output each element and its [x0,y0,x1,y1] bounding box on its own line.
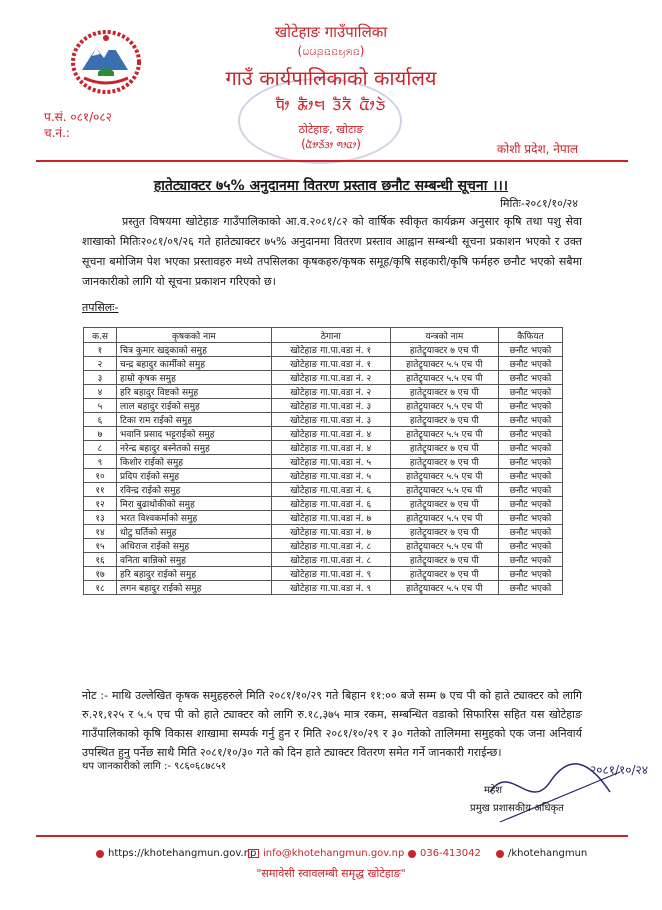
table-row [84,357,563,371]
cell-farmer-name: लगन बहादुर राईको समुह [117,581,272,595]
cell-farmer-name: प्रदिप राईको समुह [117,469,272,483]
footer-facebook[interactable] [496,848,587,859]
note-paragraph: नोट :- माथि उल्लेखित कृषक समुहहरुले मिति २०८१/१०/२९ गते बिहान ११:०० बजे सम्म ७ एच पी को हाते ट्याक्टर को लागि रु.२१,१२५ र ५.५ एच पी को हाते ट्याक्टर को लागि रु.१८,३७५ मात्र रकम, सम्बन्धित वडाको सिफारिस सहित यस खोटेहाङ गाउँपालिकाको कृषि विकास शाखामा सम्पर्क गर्नु हुन र मिति २०८१/१०/२९ र ३० गतेको तालिममा समुहको एक जना अनिवार्य उपस्थित हुनु पर्नेछ साथै मिति २०८१/१०/३० गते को दिन हाते ट्याक्टर वितरण समेत गर्ने जानकारी गराईन्छ। [82,689,582,759]
globe-icon [96,850,104,858]
cell-sn: ५ [84,399,117,413]
cell-address: खोटेहाङ गा.पा.वडा नं. २ [271,385,390,399]
cell-farmer-name: टिका राम राईको समुह [117,413,272,427]
cell-sn: १६ [84,553,117,567]
table-row [84,525,563,539]
cell-remarks: छनौट भएको [498,511,562,525]
envelope-icon [248,849,259,858]
cell-remarks: छनौट भएको [498,371,562,385]
cell-farmer-name: धोटु घर्तिको समुह [117,525,272,539]
cell-sn: १ [84,343,117,357]
selected-groups-table [83,327,563,595]
footer-rule [36,835,628,837]
footer-phone-text: 036-413042 [420,848,481,859]
notice-title: हातेट्याक्टर ७५% अनुदानमा वितरण प्रस्ताव छनौट सम्बन्धी सूचना ।।। [153,178,509,194]
header-sn: क.स [84,328,117,343]
cell-remarks: छनौट भएको [498,385,562,399]
footer-facebook-text: /khotehangmun [508,848,588,859]
table-row [84,413,563,427]
cell-address: खोटेहाङ गा.पा.वडा नं. १ [271,343,390,357]
table-row [84,511,563,525]
cell-address: खोटेहाङ गा.पा.वडा नं. ८ [271,539,390,553]
cell-remarks: छनौट भएको [498,413,562,427]
table-row [84,553,563,567]
cell-address: खोटेहाङ गा.पा.वडा नं. ८ [271,553,390,567]
office-name-line1: खोटेहाङ गाउँपालिका [274,23,388,41]
cell-farmer-name: भरत विश्वकर्माको समुह [117,511,272,525]
cell-equipment: हातेट्र्याक्टर ५.५ एच पी [390,399,498,413]
cell-sn: २ [84,357,117,371]
cell-address: खोटेहाङ गा.पा.वडा नं. ३ [271,399,390,413]
footer-email-text: info@khotehangmun.gov.np [263,848,405,859]
cell-address: खोटेहाङ गा.पा.वडा नं. ६ [271,483,390,497]
details-label: तपसिलः- [82,301,119,314]
footer-email[interactable] [248,848,404,859]
province-label: कोशी प्रदेश, नेपाल [496,142,578,156]
cell-equipment: हातेट्र्याक्टर ५.५ एच पी [390,581,498,595]
cell-farmer-name: अधिराज राईको समुह [117,539,272,553]
header-rule [36,160,628,162]
cell-address: खोटेहाङ गा.पा.वडा नं. २ [271,371,390,385]
signatory-title: प्रमुख प्रशासकीय अधिकृत [470,803,564,814]
cell-remarks: छनौट भएको [498,567,562,581]
table-row [84,469,563,483]
cell-farmer-name: रविन्द्र राईको समुह [117,483,272,497]
table-row [84,399,563,413]
cell-farmer-name: नरेन्द्र बहादुर बस्नेतको समुह [117,441,272,455]
office-name-line3: गाउँ कार्यपालिकाको कार्यालय [225,66,437,90]
contact-number: थप जानकारीको लागि :- ९८६०६८७८५१ [82,761,227,772]
notice-date: मितिः-२०८१/१०/२४ [500,197,578,210]
office-stamp [238,78,402,164]
cell-remarks: छनौट भएको [498,483,562,497]
facebook-icon [496,850,504,858]
cell-equipment: हातेट्र्याक्टर ५.५ एच पी [390,371,498,385]
cell-sn: ७ [84,427,117,441]
cell-equipment: हातेट्र्याक्टर ५.५ एच पी [390,357,498,371]
cell-remarks: छनौट भएको [498,539,562,553]
cell-remarks: छनौट भएको [498,399,562,413]
cell-remarks: छनौट भएको [498,455,562,469]
table-header-row [84,328,563,343]
cell-equipment: हातेट्र्याक्टर ५.५ एच पी [390,469,498,483]
cell-equipment: हातेट्र्याक्टर ७ एच पी [390,343,498,357]
cell-remarks: छनौट भएको [498,525,562,539]
footer-phone[interactable] [408,848,481,859]
cell-address: खोटेहाङ गा.पा.वडा नं. ३ [271,413,390,427]
cell-farmer-name: हरि बहादुर विष्टको समुह [117,385,272,399]
office-name-line4: ᤄᤥ ᤊᤠᤣᤗ ᤋᤠᤖᤠ ᤂᤥᤍᤧ [275,93,387,115]
phone-icon [408,850,416,858]
signature-handwritten-date: २०८१/१०/२४ [590,763,649,777]
letter-cn-number: च.नं.: [44,126,70,140]
table-row [84,455,563,469]
table-row [84,497,563,511]
cell-equipment: हातेट्र्याक्टर ७ एच पी [390,567,498,581]
table-row [84,581,563,595]
cell-remarks: छनौट भएको [498,553,562,567]
cell-address: खोटेहाङ गा.पा.वडा नं. १ [271,357,390,371]
cell-farmer-name: चन्द्र बहादुर कार्मीको समुह [117,357,272,371]
header-farmer-name: कृषकको नाम [117,328,272,343]
cell-farmer-name: वनिता बान्निको समुह [117,553,272,567]
notice-body: प्रस्तुत विषयमा खोटेहाङ गाउँपालिकाको आ.व.२०८१/८२ को वार्षिक स्वीकृत कार्यक्रम अनुसार कृषि तथा पशु सेवा शाखाको मितिः२०८१/०९/२६ गते हातेट्याक्टर ७५% अनुदानमा वितरण प्रस्ताव आह्वान सम्बन्धी सूचना प्रकाशन भएको र उक्त सूचना बमोजिम पेश भएका प्रस्तावहरु मध्ये तपसिलका कृषकहरु/कृषक समूह/कृषि सहकारी/कृषि फर्महरु छनौट भएको सबैमा जानकारीको लागि यो सूचना प्रकाशन गरिएको छ। [82,215,582,288]
cell-remarks: छनौट भएको [498,581,562,595]
cell-equipment: हातेट्र्याक्टर ७ एच पी [390,441,498,455]
table-row [84,343,563,357]
footer-website-text: https://khotehangmun.gov.np [108,848,257,859]
cell-farmer-name: हरि बहादुर राईको समुह [117,567,272,581]
cell-address: खोटेहाङ गा.पा.वडा नं. ४ [271,441,390,455]
office-name-line6: (ᤂᤦᤍᤨᤋᤣ ᤛᤣᤂᤣ) [301,137,361,151]
cell-remarks: छनौट भएको [498,343,562,357]
table-row [84,385,563,399]
cell-sn: १४ [84,525,117,539]
cell-equipment: हातेट्र्याक्टर ५.५ एच पी [390,511,498,525]
cell-sn: १३ [84,511,117,525]
cell-sn: ६ [84,413,117,427]
cell-farmer-name: मिरा बुढाथोकीको समुह [117,497,272,511]
cell-equipment: हातेट्र्याक्टर ७ एच पी [390,455,498,469]
cell-sn: ८ [84,441,117,455]
table-row [84,427,563,441]
cell-equipment: हातेट्र्याक्टर ५.५ एच पी [390,483,498,497]
footer-website[interactable] [96,848,256,859]
cell-remarks: छनौट भएको [498,357,562,371]
cell-address: खोटेहाङ गा.पा.वडा नं. ६ [271,497,390,511]
cell-equipment: हातेट्र्याक्टर ७ एच पी [390,497,498,511]
cell-remarks: छनौट भएको [498,469,562,483]
cell-sn: १० [84,469,117,483]
cell-equipment: हातेट्र्याक्टर ५.५ एच पी [390,427,498,441]
cell-farmer-name: किशोर राईको समुह [117,455,272,469]
cell-sn: १७ [84,567,117,581]
cell-remarks: छनौट भएको [498,441,562,455]
header-address: ठेगाना [271,328,390,343]
signatory-name: महेश [484,785,503,796]
cell-sn: ११ [84,483,117,497]
table-row [84,371,563,385]
cell-remarks: छनौट भएको [498,497,562,511]
table-row [84,441,563,455]
cell-farmer-name: हाम्रो कृषक समुह [117,371,272,385]
cell-address: खोटेहाङ गा.पा.वडा नं. ९ [271,567,390,581]
cell-equipment: हातेट्र्याक्टर ७ एच पी [390,413,498,427]
table-row [84,567,563,581]
cell-address: खोटेहाङ गा.पा.वडा नं. ७ [271,525,390,539]
cell-remarks: छनौट भएको [498,427,562,441]
cell-equipment: हातेट्र्याक्टर ७ एच पी [390,525,498,539]
cell-farmer-name: लाल बहादुर राईको समुह [117,399,272,413]
cell-address: खोटेहाङ गा.पा.वडा नं. ४ [271,427,390,441]
header-equipment: यन्त्रको नाम [390,328,498,343]
cell-farmer-name: चित्र कुमार खड्काको समुह [117,343,272,357]
cell-sn: १८ [84,581,117,595]
table-row [84,483,563,497]
cell-address: खोटेहाङ गा.पा.वडा नं. ५ [271,455,390,469]
office-name-line5: ठोटेहाङ, खोटाङ [298,123,364,136]
cell-equipment: हातेट्र्याक्टर ७ एच पी [390,385,498,399]
office-name-line2: (ꤗꤣꤔꤢꤢꤟꤎꤢ) [297,44,365,58]
cell-sn: ४ [84,385,117,399]
cell-equipment: हातेट्र्याक्टर ७ एच पी [390,553,498,567]
cell-address: खोटेहाङ गा.पा.वडा नं. ५ [271,469,390,483]
letter-ps-number: प.सं. ०८१/०८२ [44,110,112,124]
cell-address: खोटेहाङ गा.पा.वडा नं. ७ [271,511,390,525]
cell-sn: १५ [84,539,117,553]
cell-farmer-name: भवानि प्रसाद भट्टराईको समुह [117,427,272,441]
header-remarks: कैफियत [498,328,562,343]
cell-sn: ९ [84,455,117,469]
cell-sn: ३ [84,371,117,385]
cell-sn: १२ [84,497,117,511]
cell-address: खोटेहाङ गा.पा.वडा नं. ९ [271,581,390,595]
table-row [84,539,563,553]
cell-equipment: हातेट्र्याक्टर ५.५ एच पी [390,539,498,553]
footer-slogan: "समावेसी स्वावलम्बी समृद्ध खोटेहाङ" [256,867,406,880]
